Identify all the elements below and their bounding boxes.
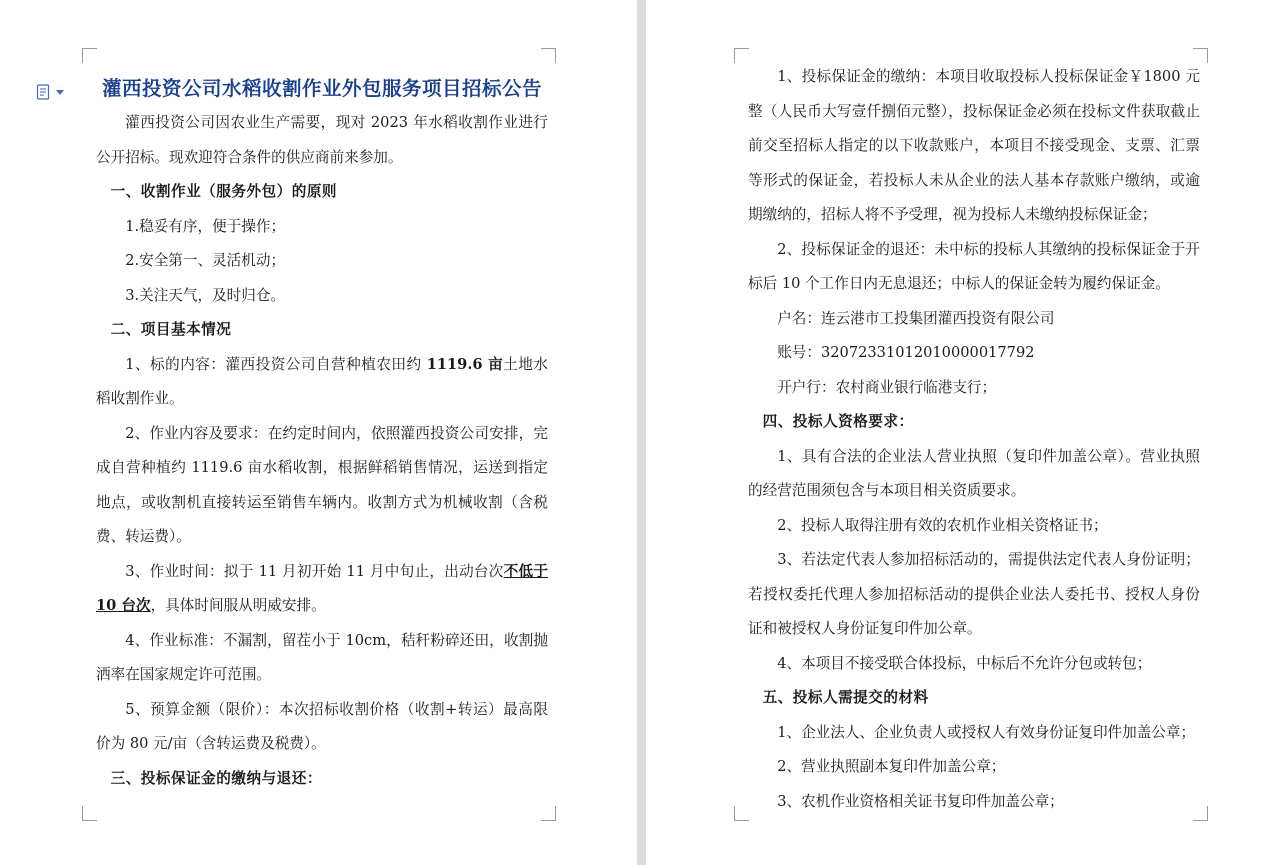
crop-mark-bottom-left [82, 806, 97, 821]
document-page-2[interactable] [646, 0, 1287, 865]
paragraph: 2、投标人取得注册有效的农机作业相关资格证书； [777, 516, 1108, 534]
paragraph: 灌西投资公司因农业生产需要，现对 2023 年水稻收割作业进行公开招标。现欢迎符合条件的供应商前来参加。 [96, 114, 548, 166]
account-name: 户名：连云港市工投集团灌西投资有限公司 [777, 309, 1055, 327]
paragraph: 2、作业内容及要求：在约定时间内，依照灌西投资公司安排，完成自营种植约 1119.6 亩水稻收割，根据鲜稻销售情况，运送到指定地点，或收割机直接转运至销售车辆内。收割方式为机械收割（含税费、转运费）。 [96, 424, 548, 545]
account-number: 账号：32072331012010000017792 [777, 344, 1035, 361]
document-page-1[interactable] [0, 0, 637, 865]
paragraph: 3.关注天气，及时归仓。 [125, 286, 286, 304]
paragraph: 3、若法定代表人参加招标活动的，需提供法定代表人身份证明；若授权委托代理人参加招标活动的提供企业法人委托书、授权人身份证和被授权人身份证复印件加公章。 [748, 551, 1200, 637]
paragraph: 4、作业标准：不漏割，留茬小于 10cm，秸秆粉碎还田，收割抛洒率在国家规定许可范围。 [96, 631, 548, 683]
paragraph: 2、投标保证金的退还：未中标的投标人其缴纳的投标保证金于开标后 10 个工作日内无息退还；中标人的保证金转为履约保证金。 [748, 240, 1200, 292]
crop-mark-top-left [734, 48, 749, 63]
paragraph: 1、标的内容：灌西投资公司自营种植农田约 1119.6 亩土地水稻收割作业。 [96, 355, 548, 407]
image-placeholder-icon[interactable] [36, 84, 64, 101]
paragraph: 2、营业执照副本复印件加盖公章； [777, 758, 1006, 775]
paragraph: 5、预算金额（限价）：本次招标收割价格（收割+转运）最高限价为 80 元/亩（含转运费及税费）。 [96, 700, 548, 752]
account-bank: 开户行：农村商业银行临港支行； [777, 378, 997, 396]
crop-mark-top-left [82, 48, 97, 63]
section-heading-2: 二、项目基本情况 [110, 321, 232, 338]
section-heading-3: 三、投标保证金的缴纳与退还： [110, 769, 322, 787]
paragraph: 3、作业时间：拟于 11 月初开始 11 月中旬止，出动台次不低于 10 台次，具体时间服从明威安排。 [96, 562, 548, 614]
page-title: 灌西投资公司水稻收割作业外包服务项目招标公告 [101, 77, 542, 100]
page-1-content [96, 74, 548, 796]
page-2-content [748, 60, 1200, 819]
paragraph: 1、企业法人、企业负责人或授权人有效身份证复印件加盖公章； [777, 723, 1196, 741]
crop-mark-bottom-right [541, 806, 556, 821]
page-gutter [637, 0, 646, 865]
paragraph: 1、具有合法的企业法人营业执照（复印件加盖公章）。营业执照的经营范围须包含与本项目相关资质要求。 [748, 447, 1200, 499]
paragraph: 1.稳妥有序，便于操作； [125, 217, 286, 235]
paragraph: 3、农机作业资格相关证书复印件加盖公章； [777, 792, 1064, 810]
crop-mark-bottom-left [734, 806, 749, 821]
paragraph: 1、投标保证金的缴纳：本项目收取投标人投标保证金￥1800 元整（人民币大写壹仟捌佰元整），投标保证金必须在投标文件获取截止前交至招标人指定的以下收款账户，本项目不接受现金、支票、汇票等形式的保证金，若投标人未从企业的法人基本存款账户缴纳，或逾期缴纳的，招标人将不予受理，视为投标人未缴纳投标保证金； [748, 68, 1200, 223]
crop-mark-top-right [541, 48, 556, 63]
section-heading-5: 五、投标人需提交的材料 [762, 689, 929, 706]
section-heading-1: 一、收割作业（服务外包）的原则 [110, 183, 338, 200]
paragraph: 4、本项目不接受联合体投标，中标后不允许分包或转包； [777, 654, 1152, 672]
chevron-down-icon[interactable] [56, 90, 64, 95]
section-heading-4: 四、投标人资格要求： [762, 413, 914, 430]
emphasis-area: 1119.6 亩 [426, 355, 504, 373]
emphasis-times: 不低于 10 台次 [96, 562, 548, 614]
paragraph: 2.安全第一、灵活机动； [125, 252, 286, 269]
